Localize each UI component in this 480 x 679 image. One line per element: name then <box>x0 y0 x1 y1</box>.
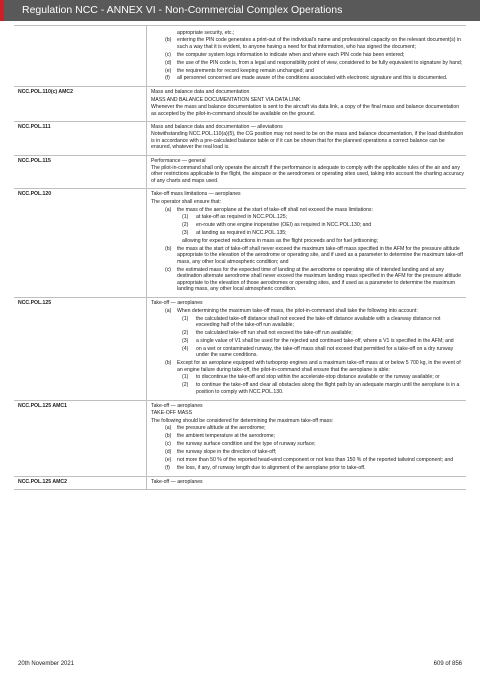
list-item <box>151 308 464 314</box>
list-item-label <box>165 30 177 36</box>
paragraph: Take-off — aeroplanes <box>151 299 203 306</box>
list-item-label: (d) <box>165 59 172 66</box>
table-row <box>14 87 466 122</box>
list-item-text: the calculated take-off distance shall not exceed the take-off distance available with a clearway distance not exceeding half of the take-off run available; <box>196 315 441 329</box>
list-item-text: at landing as required in NCC.POL.135; <box>196 230 287 237</box>
list-item-label: (2) <box>182 330 189 337</box>
paragraph: Mass and balance data and documentation <box>151 89 250 96</box>
paragraph: Performance — general <box>151 157 206 164</box>
document-title: Regulation NCC - ANNEX VI - Non-Commercial Complex Operations <box>22 4 343 16</box>
list-item <box>151 330 464 336</box>
list-item-text: the requirements for record keeping remain unchanged; and <box>177 67 314 74</box>
list-item <box>151 449 464 455</box>
list-item-text: the ambient temperature at the aerodrome; <box>177 433 276 440</box>
rule-reference: NCC.POL.125 AMC1 <box>18 402 67 409</box>
list-item <box>151 246 464 265</box>
list-item <box>151 374 464 380</box>
list-item-text: to discontinue the take-off and stop within the accelerate-stop distance available or the runway available; or <box>196 374 440 381</box>
table-row <box>14 122 466 156</box>
list-item-text: at take-off as required in NCC.POL.125; <box>196 214 288 221</box>
list-item-label: (2) <box>182 222 189 229</box>
list-item-label: (b) <box>165 433 172 440</box>
list-item-label: (f) <box>165 75 170 82</box>
list-item <box>151 30 464 36</box>
list-item-label: (3) <box>182 230 189 237</box>
rule-text <box>146 298 466 400</box>
list-item <box>151 382 464 395</box>
list-item-text: the runway surface condition and the type of runway surface; <box>177 441 316 448</box>
list-item-label: (1) <box>182 315 189 322</box>
rule-text <box>146 189 466 297</box>
paragraph: MASS AND BALANCE DOCUMENTATION SENT VIA DATA LINK <box>151 96 301 103</box>
list-item-text: not more than 50 % of the reported head-wind component or not less than 150 % of the reported tailwind component; and <box>177 457 454 464</box>
paragraph: The pilot-in-command shall only operate the aircraft if the performance is adequate to comply with the applicable rules of the air and any other restrictions applicable to the flight, the airspace or the aerodromes or operating sites used, taking into account the charting accuracy of any charts and maps used. <box>151 165 464 184</box>
list-item-text: appropriate security, etc.; <box>177 29 235 36</box>
rule-reference: NCC.POL.125 AMC2 <box>18 478 67 485</box>
list-item-label: (a) <box>165 307 172 314</box>
list-item <box>151 68 464 74</box>
list-item <box>151 457 464 463</box>
list-item-text: the estimated mass for the expected time of landing at the aerodrome or operating site of intended landing and at any destination alternate aerodrome shall never exceed the maximum landing mass specified in the AFM for the pressure altitude appropriate to the elevation of those aerodromes or operating sites, and if used as a parameter to determine the maximum landing mass, any other local atmospheric condition. <box>177 266 462 292</box>
regulation-table <box>14 25 466 490</box>
list-item-text: en-route with one engine inoperative (OEI) as required in NCC.POL.130; and <box>196 222 372 229</box>
list-item <box>151 316 464 329</box>
rule-text <box>146 26 466 86</box>
list-item <box>151 214 464 220</box>
list-item-text: the loss, if any, of runway length due to alignment of the aeroplane prior to take-off. <box>177 464 366 471</box>
list-item <box>151 60 464 66</box>
page-number: 609 of 856 <box>433 661 462 667</box>
list-item-text: the pressure altitude at the aerodrome; <box>177 425 266 432</box>
list-item-label: (c) <box>165 441 171 448</box>
table-row <box>14 477 466 490</box>
list-item-label: (b) <box>165 246 172 253</box>
list-item-text: a single value of V1 shall be used for the rejected and continued take-off, where a V1 is specified in the AFM; and <box>196 337 454 344</box>
list-item-text: the calculated take-off run shall not exceed the take-off run available; <box>196 330 353 337</box>
list-item-label: (1) <box>182 214 189 221</box>
list-item-text: on a wet or contaminated runway, the take-off mass shall not exceed that permitted for a take-off on a dry runway under the same conditions. <box>196 345 454 359</box>
list-item-text: the use of the PIN code is, from a legal and responsibility point of view, considered to be fully equivalent to signature by hand; <box>177 59 463 66</box>
list-item <box>151 222 464 228</box>
paragraph: The operator shall ensure that: <box>151 198 222 205</box>
list-item-label: (d) <box>165 449 172 456</box>
header-bar <box>0 0 480 21</box>
table-row <box>14 25 466 87</box>
rule-text <box>146 122 466 155</box>
table-row <box>14 189 466 298</box>
list-item <box>151 425 464 431</box>
list-item-label: (c) <box>165 51 171 58</box>
list-item-text: the runway slope in the direction of take-off; <box>177 449 277 456</box>
list-item-text: When determining the maximum take-off mass, the pilot-in-command shall take the following into account: <box>177 307 418 314</box>
list-item <box>151 52 464 58</box>
list-item <box>151 360 464 373</box>
list-item-text: entering the PIN code generates a print-out of the individual’s name and professional capacity on the relevant document(s) in such a way that it is evident, to anyone having a need for that information, who has signed the document; <box>177 37 461 50</box>
rule-reference: NCC.POL.110(c) AMC2 <box>18 89 73 96</box>
paragraph: Take-off — aeroplanes <box>151 478 203 485</box>
header-accent <box>0 0 4 21</box>
list-item <box>151 346 464 359</box>
paragraph: The following should be considered for determining the maximum take-off mass: <box>151 417 334 424</box>
list-item <box>151 267 464 293</box>
list-item-label: (e) <box>165 457 172 464</box>
list-item <box>151 465 464 471</box>
rule-reference: NCC.POL.111 <box>18 123 51 130</box>
list-item-label: (2) <box>182 382 189 389</box>
paragraph: Mass and balance data and documentation — alleviations <box>151 123 283 130</box>
page-footer <box>14 661 466 671</box>
list-item <box>151 433 464 439</box>
list-item-label: (b) <box>165 360 172 367</box>
table-row <box>14 401 466 477</box>
paragraph: Notwithstanding NCC.POL.110(a)(5), the CG position may not need to be on the mass and balance documentation, if the load distribution is in accordance with a pre-calculated balance table or if it can be shown that for the planned operations a correct balance can be ensured, whatever the real load is. <box>151 131 464 151</box>
list-item-text: to continue the take-off and clear all obstacles along the flight path by an adequate margin until the aeroplane is in a position to comply with NCC.POL.130. <box>196 382 460 395</box>
paragraph: Take-off mass limitations — aeroplanes <box>151 191 241 198</box>
paragraph: TAKE-OFF MASS <box>151 410 193 417</box>
list-item-text: the mass at the start of take-off shall never exceed the maximum take-off mass specified in the AFM for the pressure altitude appropriate to the elevation of the aerodrome or operating site, and if used as a parameter to determine the maximum take-off mass, any other local atmospheric condition; and <box>177 246 463 265</box>
list-item <box>151 230 464 236</box>
paragraph: allowing for expected reductions in mass as the flight proceeds and for fuel jettisoning; <box>182 238 379 245</box>
list-item <box>151 338 464 344</box>
list-item-text: all personnel concerned are made aware of the conditions associated with electronic signature and this is documented. <box>177 75 448 82</box>
rule-reference: NCC.POL.115 <box>18 157 51 164</box>
rule-reference: NCC.POL.120 <box>18 191 52 198</box>
list-item-label: (f) <box>165 464 170 471</box>
list-item <box>151 75 464 81</box>
paragraph: Take-off — aeroplanes <box>151 402 203 409</box>
rule-reference: NCC.POL.125 <box>18 299 52 306</box>
list-item-label: (b) <box>165 37 172 44</box>
list-item-label: (3) <box>182 337 189 344</box>
footer-date: 20th November 2021 <box>18 661 75 667</box>
list-item-label: (e) <box>165 67 172 74</box>
list-item <box>151 441 464 447</box>
table-row <box>14 156 466 190</box>
table-row <box>14 298 466 401</box>
paragraph: Whenever the mass and balance documentation is sent to the aircraft via data link, a copy of the final mass and balance documentation as accepted by the pilot-in-command should be available on the ground. <box>151 104 460 117</box>
list-item <box>151 207 464 213</box>
rule-reference <box>14 26 146 86</box>
list-item-label: (c) <box>165 266 171 273</box>
list-item-text: Except for an aeroplane equipped with turboprop engines and a maximum take-off mass at or below 5 700 kg, in the event of an engine failure during take-off, the pilot-in-command shall ensure that the aeroplane is able: <box>177 360 461 373</box>
rule-text <box>146 477 466 489</box>
rule-text <box>146 87 466 121</box>
list-item-label: (a) <box>165 425 172 432</box>
list-item-text: the computer system logs information to indicate when and where each PIN code has been entered; <box>177 51 405 58</box>
list-item-label: (a) <box>165 206 172 213</box>
list-item <box>151 37 464 50</box>
list-item-text: the mass of the aeroplane at the start of take-off shall not exceed the mass limitations: <box>177 206 373 213</box>
list-item-label: (4) <box>182 345 189 352</box>
rule-text <box>146 156 466 189</box>
rule-text <box>146 401 466 476</box>
list-item-label: (1) <box>182 374 189 381</box>
